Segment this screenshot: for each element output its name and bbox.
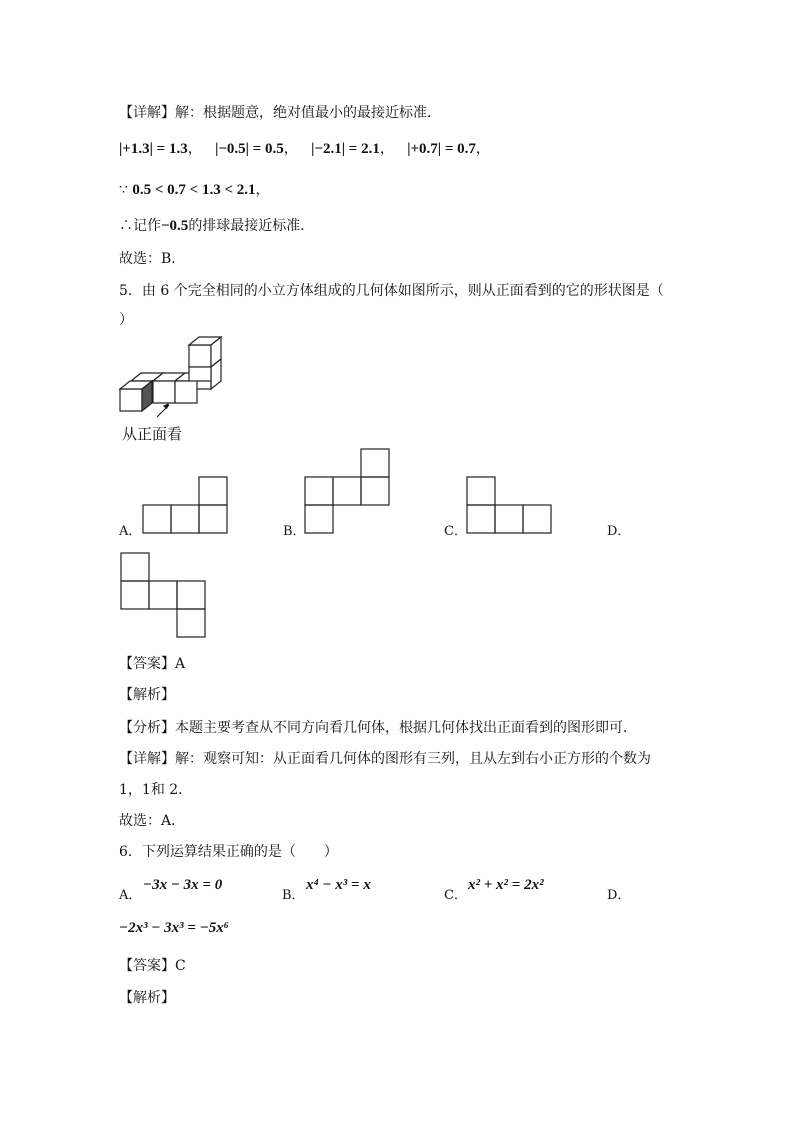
q6-option-c-expr: x² + x² = 2x² <box>468 877 544 893</box>
q5-jiexi: 【解析】 <box>119 687 175 703</box>
abs-value-line <box>119 139 490 159</box>
q5-choose: 故选：A． <box>119 813 186 829</box>
sep: ， <box>255 182 270 198</box>
option-b-figure <box>303 448 391 534</box>
cube-figure <box>117 337 227 417</box>
abs-eq-3: |−2.1| = 2.1 <box>311 141 380 157</box>
option-b-label: B． <box>283 524 306 539</box>
option-a-label: A． <box>119 524 142 539</box>
because-symbol: ∵ <box>119 182 128 198</box>
because-expression: 0.5 < 0.7 < 1.3 < 2.1 <box>132 182 256 198</box>
q6-option-d-expr: −2x³ − 3x³ = −5x⁶ <box>119 920 230 936</box>
figure-caption: 从正面看 <box>122 425 183 443</box>
therefore-prefix: ∴记作 <box>119 218 161 234</box>
q5-analysis: 【分析】本题主要考查从不同方向看几何体，根据几何体找出正面看到的图形即可． <box>119 720 637 736</box>
q6-option-a-expr: −3x − 3x = 0 <box>143 877 223 893</box>
q6-stem: 6．下列运算结果正确的是（ ） <box>119 844 338 860</box>
sep: ， <box>379 141 394 157</box>
option-d-label: D． <box>607 524 631 539</box>
option-a-figure <box>141 476 229 534</box>
q5-detail-line1: 【详解】解：观察可知：从正面看几何体的图形有三列，且从左到右小正方形的个数为 <box>119 751 651 767</box>
q5-detail-line2: 1，1和 2． <box>119 782 193 798</box>
option-c-label: C． <box>444 524 467 539</box>
q5-stem-line2: ） <box>119 312 133 328</box>
sep: ， <box>187 141 202 157</box>
option-d-figure <box>119 552 207 638</box>
q5-stem-line1: 5．由 6 个完全相同的小立方体组成的几何体如图所示，则从正面看到的它的形状图是（ <box>119 283 664 299</box>
detail-line: 【详解】解：根据题意，绝对值最小的最接近标准． <box>119 105 441 121</box>
q6-answer: 【答案】C <box>119 958 186 974</box>
q6-option-a-label: A． <box>119 888 142 903</box>
sep: ， <box>283 141 298 157</box>
therefore-suffix: 的排球最接近标准． <box>188 218 315 234</box>
option-c-figure <box>465 476 553 534</box>
choose-b: 故选：B． <box>119 251 186 267</box>
q6-option-c-label: C． <box>444 888 467 903</box>
therefore-line <box>119 216 314 236</box>
sep: ， <box>475 141 490 157</box>
q6-jiexi: 【解析】 <box>119 990 175 1006</box>
q6-option-b-expr: x⁴ − x³ = x <box>306 877 371 893</box>
q5-answer: 【答案】A <box>119 656 186 672</box>
q6-option-b-label: B． <box>282 888 305 903</box>
q6-option-d-label: D． <box>607 888 631 903</box>
abs-eq-4: |+0.7| = 0.7 <box>407 141 476 157</box>
abs-eq-1: |+1.3| = 1.3 <box>119 141 188 157</box>
therefore-value: −0.5 <box>161 218 189 234</box>
abs-eq-2: |−0.5| = 0.5 <box>215 141 284 157</box>
because-line <box>119 180 270 200</box>
